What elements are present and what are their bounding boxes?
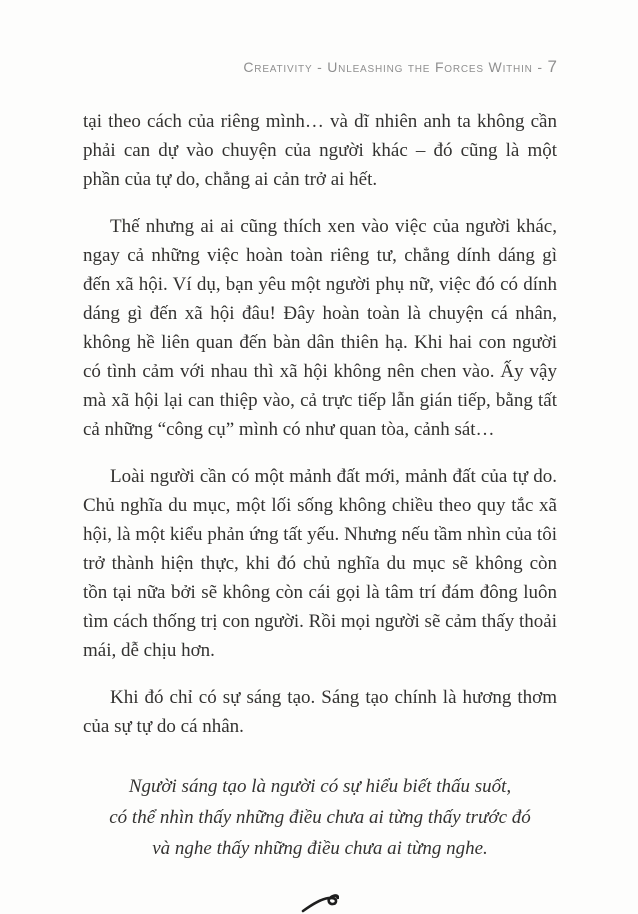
quote-line-3: và nghe thấy những điều chưa ai từng nghe. <box>152 838 488 859</box>
paragraph-4: Khi đó chỉ có sự sáng tạo. Sáng tạo chính là hương thơm của sự tự do cá nhân. <box>83 687 557 737</box>
page-header <box>83 57 557 77</box>
page-body <box>83 107 557 914</box>
paragraph-1: tại theo cách của riêng mình… và dĩ nhiên anh ta không cần phải can dự vào chuyện của người khác – đó cũng là một phần của tự do, chẳng ai cản trở ai hết. <box>83 111 557 190</box>
paragraph-3: Loài người cần có một mảnh đất mới, mảnh đất của tự do. Chủ nghĩa du mục, một lối sống không chiều theo quy tắc xã hội, là một kiểu phản ứng tất yếu. Nhưng nếu tầm nhìn của tôi trở thành hiện thực, khi đó chủ nghĩa du mục sẽ không còn tồn tại nữa bởi sẽ không còn cái gọi là tâm trí đám đông luôn tìm cách thống trị con người. Rồi mọi người sẽ cảm thấy thoải mái, dễ chịu hơn. <box>83 466 557 661</box>
running-title: Creativity - Unleashing the Forces Within <box>243 59 533 75</box>
page-number: 7 <box>547 57 557 76</box>
swash-flourish-icon <box>301 894 339 911</box>
header-separator: - <box>532 59 548 75</box>
section-divider <box>83 890 557 914</box>
quote-line-2: có thể nhìn thấy những điều chưa ai từng thấy trước đó <box>109 807 531 828</box>
quote-line-1: Người sáng tạo là người có sự hiểu biết thấu suốt, <box>128 776 512 797</box>
paragraph-2: Thế nhưng ai ai cũng thích xen vào việc của người khác, ngay cả những việc hoàn toàn riêng tư, chẳng dính dáng gì đến xã hội. Ví dụ, bạn yêu một người phụ nữ, việc đó có dính dáng gì đến xã hội đâu! Đây hoàn toàn là chuyện cá nhân, không hề liên quan đến bàn dân thiên hạ. Khi hai con người có tình cảm với nhau thì xã hội không nên chen vào. Ấy vậy mà xã hội lại can thiệp vào, cả trực tiếp lẫn gián tiếp, bằng tất cả những “công cụ” mình có như quan tòa, cảnh sát… <box>83 216 557 440</box>
epigraph-quote <box>83 771 557 864</box>
